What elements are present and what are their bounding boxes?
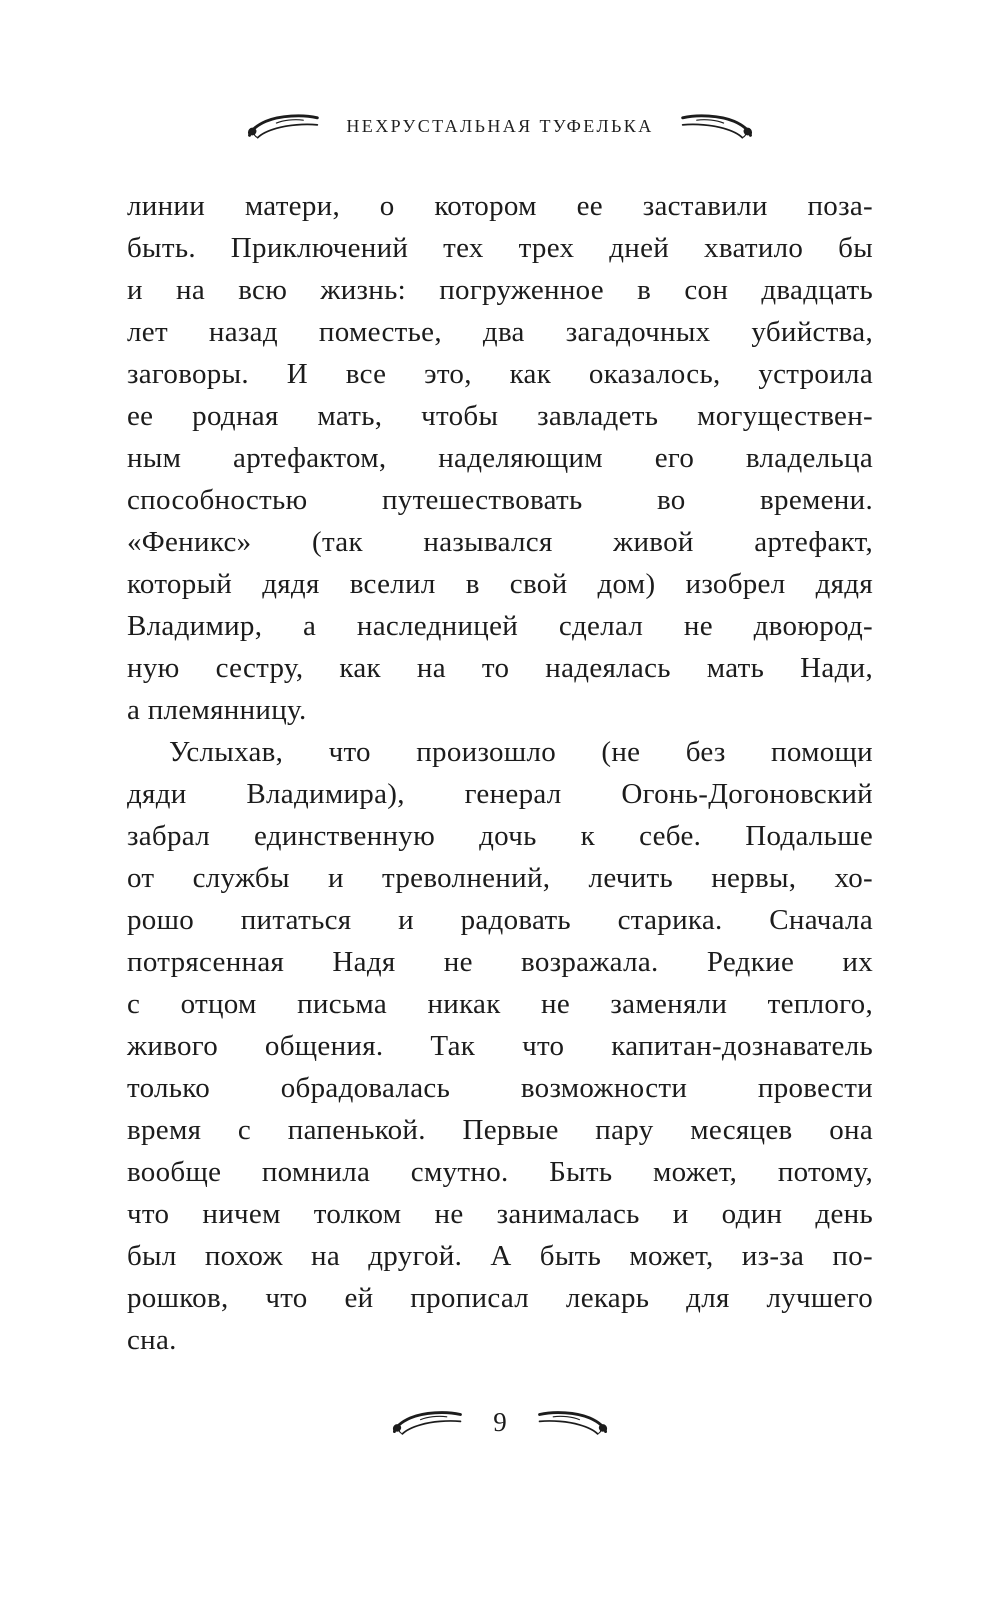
text-line: лет назад поместье, два загадочных убийства,	[127, 316, 873, 348]
text-line: Услыхав, что произошло (не без помощи	[169, 736, 873, 768]
flourish-footer-right-icon	[535, 1409, 609, 1436]
running-header	[0, 0, 1000, 139]
text-line: ным артефактом, наделяющим его владельца	[127, 442, 873, 474]
flourish-right-icon	[678, 113, 754, 139]
text-line: забрал единственную дочь к себе. Подальше	[127, 820, 873, 852]
text-line: рошо питаться и радовать старика. Сначала	[127, 904, 873, 936]
text-line: быть. Приключений тех трех дней хватило бы	[127, 232, 873, 264]
running-title: НЕХРУСТАЛЬНАЯ ТУФЕЛЬКА	[346, 115, 654, 136]
paragraph	[127, 185, 873, 731]
page-footer	[0, 1407, 1000, 1438]
page-number: 9	[493, 1407, 507, 1437]
flourish-left-icon	[246, 113, 322, 139]
text-line: который дядя вселил в свой дом) изобрел дядя	[127, 568, 873, 600]
text-line: с отцом письма никак не заменяли теплого,	[127, 988, 873, 1020]
text-line: был похож на другой. А быть может, из-за по-	[127, 1240, 873, 1272]
page-body	[127, 185, 873, 1361]
text-line: заговоры. И все это, как оказалось, устроила	[127, 358, 873, 390]
text-line: от службы и треволнений, лечить нервы, хо-	[127, 862, 873, 894]
flourish-footer-left-icon	[391, 1409, 465, 1436]
paragraph	[127, 731, 873, 1361]
text-line: ную сестру, как на то надеялась мать Нади,	[127, 652, 873, 684]
text-line: «Феникс» (так назывался живой артефакт,	[127, 526, 873, 558]
text-line: потрясенная Надя не возражала. Редкие их	[127, 946, 873, 978]
text-line: вообще помнила смутно. Быть может, потому,	[127, 1156, 873, 1188]
text-line: а племянницу.	[127, 694, 307, 726]
text-line: дяди Владимира), генерал Огонь-Догоновский	[127, 778, 873, 810]
text-line: время с папенькой. Первые пару месяцев она	[127, 1114, 873, 1146]
text-line: сна.	[127, 1324, 177, 1356]
text-line: рошков, что ей прописал лекарь для лучшего	[127, 1282, 873, 1314]
text-line: живого общения. Так что капитан-дознаватель	[127, 1030, 873, 1062]
text-line: линии матери, о котором ее заставили поза-	[127, 190, 873, 222]
text-line: Владимир, а наследницей сделал не двоюрод-	[127, 610, 873, 642]
text-line: способностью путешествовать во времени.	[127, 484, 873, 516]
text-line: ее родная мать, чтобы завладеть могуществен-	[127, 400, 873, 432]
text-line: и на всю жизнь: погруженное в сон двадцать	[127, 274, 873, 306]
text-line: что ничем толком не занималась и один день	[127, 1198, 873, 1230]
text-line: только обрадовалась возможности провести	[127, 1072, 873, 1104]
